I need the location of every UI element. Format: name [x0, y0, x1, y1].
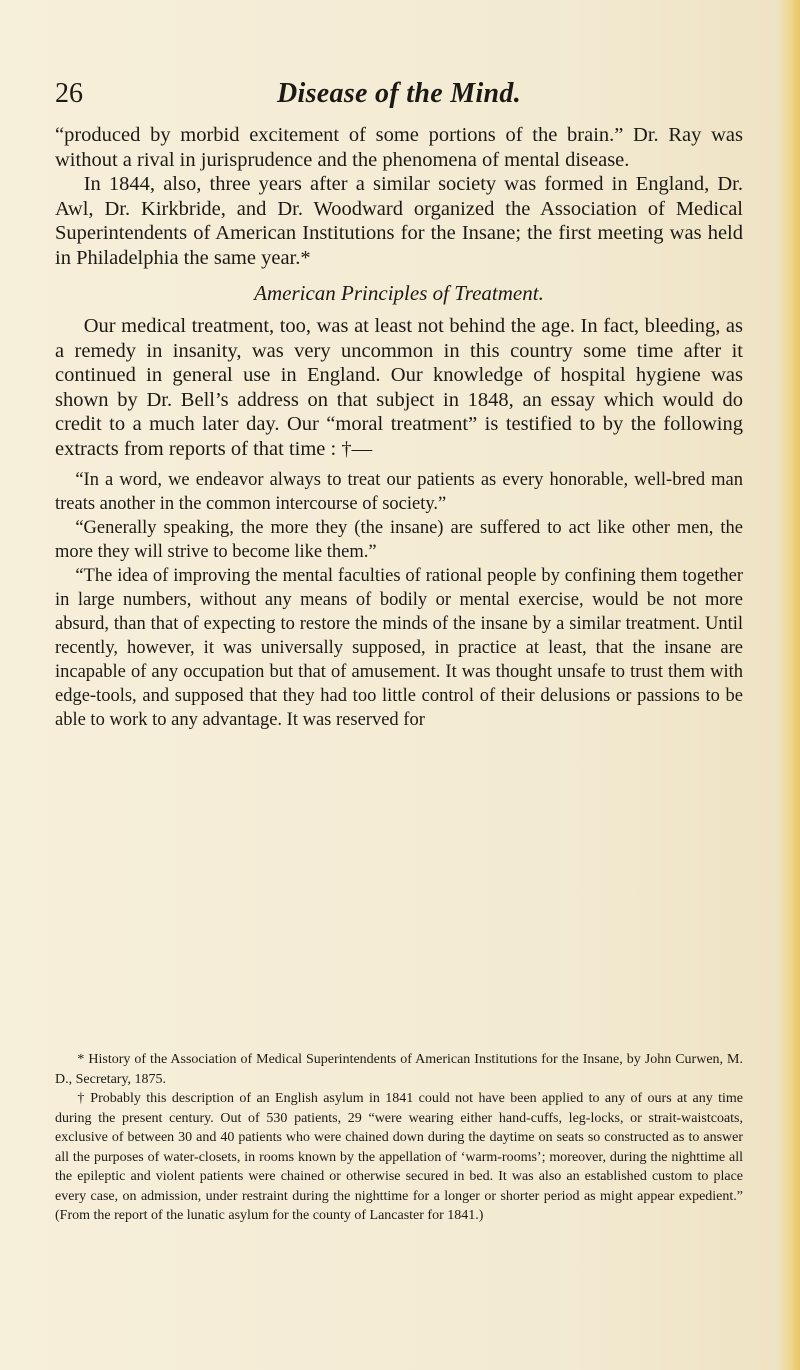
running-title: Disease of the Mind.	[277, 78, 521, 109]
main-text	[55, 123, 743, 732]
footnote-text: History of the Association of Medical Superintendents of American Institutions for the Insane, by John Curwen, M. D., Secretary, 1875.	[55, 1052, 743, 1087]
quote-extract: “The idea of improving the mental faculties of rational people by confining them together in large numbers, without any means of bodily or mental exercise, would be not more absurd, than that of expecting to restore the minds of the insane by a similar treatment. Until recently, however, it was universally supposed, in practice at least, that the insane are incapable of any occupation but that of amusement. It was thought unsafe to trust them with edge-tools, and supposed that they had too little control of their delusions or passions to be able to work to any advantage. It was reserved for	[55, 566, 743, 730]
paragraph-treatment: Our medical treatment, too, was at least not behind the age. In fact, bleeding, as a remedy in insanity, was very uncommon in this country some time after it continued in general use in England. Our knowledge of hospital hygiene was shown by Dr. Bell’s address on that subject in 1848, an essay which would do credit to a much later day. Our “moral treatment” is testified to by the following extracts from reports of that time : †—	[55, 315, 743, 460]
page-number: 26	[55, 78, 83, 109]
footnote-text: Probably this description of an English asylum in 1841 could not have been applied to any of ours at any time during the present century. Out of 530 patients, 29 “were wearing either hand-cuffs, leg-locks, or strait-waistcoats, exclusive of between 30 and 40 patients who were chained down during the daytime on seats so constructed as to answer all the purposes of water-closets, in rooms known by the appellation of ‘warm-rooms’; moreover, during the nighttime all the epileptic and violent patients were chained or otherwise secured in bed. It was also an established custom to place every case, on admission, under restraint during the nighttime for a longer or shorter period as might appear expedient.” (From the report of the lunatic asylum for the county of Lancaster for 1841.)	[55, 1091, 744, 1223]
footnote	[55, 1050, 743, 1089]
paragraph-continued: “produced by morbid excitement of some portions of the brain.” Dr. Ray was without a rival in jurisprudence and the phenomena of mental disease.	[55, 124, 743, 171]
footnote-marker: *	[77, 1052, 85, 1067]
section-heading: American Principles of Treatment.	[254, 281, 544, 305]
page-edge	[778, 0, 800, 1370]
quoted-extracts	[55, 468, 743, 732]
footnotes	[55, 1050, 743, 1226]
quote-extract: “Generally speaking, the more they (the insane) are suffered to act like other men, the more they will strive to become like them.”	[55, 518, 743, 562]
footnote	[55, 1089, 743, 1226]
paragraph-association: In 1844, also, three years after a similar society was formed in England, Dr. Awl, Dr. Kirkbride, and Dr. Woodward organized the Association of Medical Superintendents of American Institutions for the Insane; the first meeting was held in Philadelphia the same year.*	[55, 173, 743, 269]
footnote-marker: †	[77, 1091, 87, 1106]
running-head	[55, 74, 743, 114]
quote-extract: “In a word, we endeavor always to treat our patients as every honorable, well-bred man treats another in the common intercourse of society.”	[55, 470, 743, 514]
